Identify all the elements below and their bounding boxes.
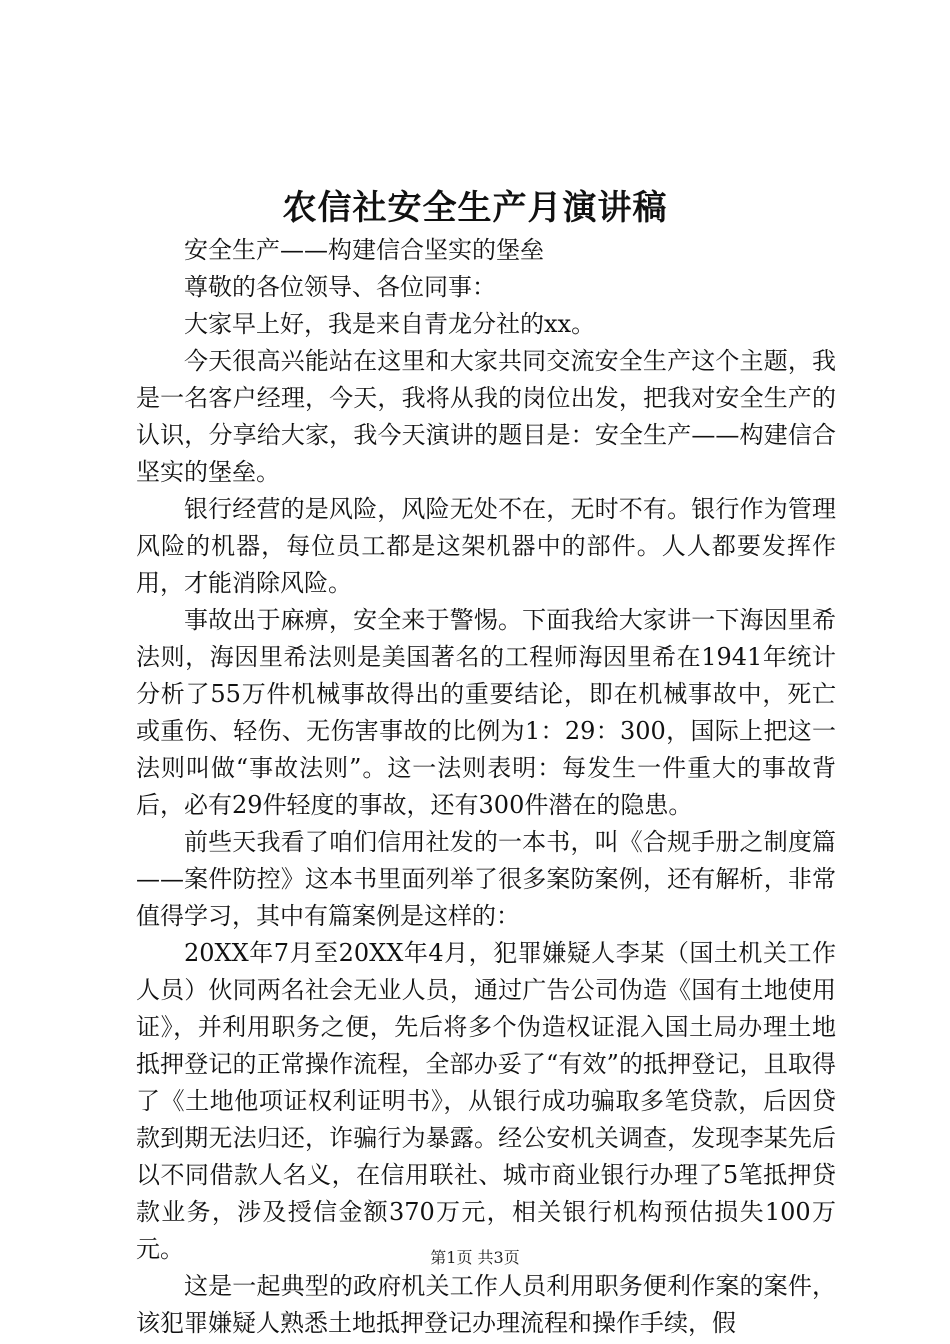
paragraph-analysis: 这是一起典型的政府机关工作人员利用职务便利作案的案件，该犯罪嫌疑人熟悉土地抵押登记办理流程和操作手续，假 xyxy=(136,1272,836,1337)
paragraph-heinrich-law: 事故出于麻痹，安全来于警惕。下面我给大家讲一下海因里希法则，海因里希法则是美国著名的工程师海因里希在1941年统计分析了55万件机械事故得出的重要结论，即在机械事故中，死亡或重伤、轻伤、无伤害事故的比例为1：29：300，国际上把这一法则叫做“事故法则”。这一法则表明：每发生一件重大的事故背后，必有29件轻度的事故，还有300件潜在的隐患。 xyxy=(136,606,836,819)
document-title: 农信社安全生产月演讲稿 xyxy=(282,188,668,228)
paragraph-subtitle: 安全生产——构建信合坚实的堡垒 xyxy=(184,236,544,264)
page-footer: 第1页 共3页 xyxy=(430,1248,520,1267)
paragraph-salutation: 尊敬的各位领导、各位同事： xyxy=(184,273,496,301)
paragraph-risk: 银行经营的是风险，风险无处不在，无时不有。银行作为管理风险的机器，每位员工都是这架机器中的部件。人人都要发挥作用，才能消除风险。 xyxy=(136,495,836,597)
paragraph-introduction: 今天很高兴能站在这里和大家共同交流安全生产这个主题，我是一名客户经理，今天，我将从我的岗位出发，把我对安全生产的认识，分享给大家，我今天演讲的题目是：安全生产——构建信合坚实的堡垒。 xyxy=(136,347,836,486)
paragraph-case: 20XX年7月至20XX年4月，犯罪嫌疑人李某（国土机关工作人员）伙同两名社会无业人员，通过广告公司伪造《国有土地使用证》，并利用职务之便，先后将多个伪造权证混入国土局办理土地抵押登记的正常操作流程，全部办妥了“有效”的抵押登记，且取得了《土地他项证权利证明书》，从银行成功骗取多笔贷款，后因贷款到期无法归还，诈骗行为暴露。经公安机关调查，发现李某先后以不同借款人名义，在信用联社、城市商业银行办理了5笔抵押贷款业务，涉及授信金额370万元，相关银行机构预估损失100万元。 xyxy=(136,939,836,1263)
paragraph-book: 前些天我看了咱们信用社发的一本书，叫《合规手册之制度篇——案件防控》这本书里面列举了很多案防案例，还有解析，非常值得学习，其中有篇案例是这样的： xyxy=(136,828,836,930)
document-body xyxy=(136,232,836,1342)
paragraph-greeting: 大家早上好，我是来自青龙分社的xx。 xyxy=(184,310,596,338)
